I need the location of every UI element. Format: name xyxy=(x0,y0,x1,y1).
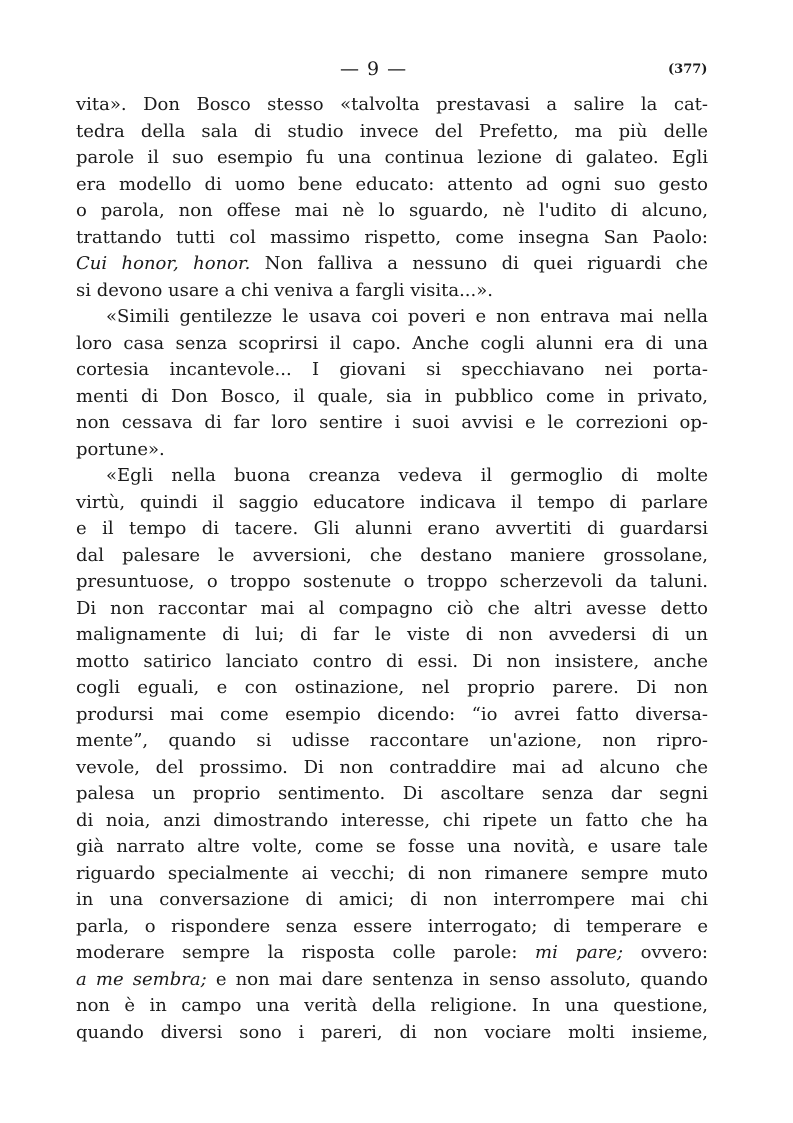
text-line xyxy=(76,834,708,861)
text-segment: parla, o rispondere senza essere interrogato; di temperare e xyxy=(76,915,708,937)
text-line xyxy=(76,543,708,570)
text-line xyxy=(76,437,708,464)
text-segment: «Simili gentilezze le usava coi poveri e non entrava mai nella xyxy=(106,306,708,327)
text-line xyxy=(76,967,708,994)
text-line xyxy=(76,172,708,199)
text-segment: motto satirico lanciato contro di essi. Di non insistere, anche xyxy=(76,650,708,672)
text-segment: prodursi mai come esempio dicendo: “io avrei fatto diversa- xyxy=(76,703,708,725)
text-line xyxy=(76,331,708,358)
text-segment: cogli eguali, e con ostinazione, nel proprio parere. Di non xyxy=(76,677,708,698)
text-line xyxy=(76,596,708,623)
text-line xyxy=(76,1020,708,1047)
text-segment: palesa un proprio sentimento. Di ascoltare senza dar segni xyxy=(76,783,708,804)
text-segment: tedra della sala di studio invece del Prefetto, ma più delle xyxy=(76,120,708,142)
text-line xyxy=(76,198,708,225)
text-line xyxy=(76,649,708,676)
text-line xyxy=(76,357,708,384)
text-segment: o parola, non offese mai nè lo sguardo, nè l'udito di alcuno, xyxy=(76,200,708,221)
text-line xyxy=(76,861,708,888)
text-segment: cortesia incantevole... I giovani si specchiavano nei porta- xyxy=(76,359,708,380)
text-line xyxy=(76,384,708,411)
text-line xyxy=(76,675,708,702)
text-segment: loro casa senza scoprirsi il capo. Anche cogli alunni era di una xyxy=(76,332,708,354)
text-line xyxy=(76,808,708,835)
text-line xyxy=(76,463,708,490)
page-reference: (377) xyxy=(668,62,708,77)
text-segment: si devono usare a chi veniva a fargli visita...». xyxy=(76,279,493,301)
text-segment: portune». xyxy=(76,438,165,460)
text-segment: già narrato altre volte, come se fosse una novità, e usare tale xyxy=(76,836,708,857)
text-segment: riguardo specialmente ai vecchi; di non rimanere sempre muto xyxy=(76,862,708,884)
text-segment: Di non raccontar mai al compagno ciò che altri avesse detto xyxy=(76,597,708,619)
page-number: — 9 — xyxy=(340,58,408,80)
text-segment: di noia, anzi dimostrando interesse, chi ripete un fatto che ha xyxy=(76,809,708,831)
text-line xyxy=(76,622,708,649)
italic-text-segment: a me sembra; xyxy=(76,968,207,990)
text-line xyxy=(76,728,708,755)
text-line xyxy=(76,145,708,172)
text-line xyxy=(76,569,708,596)
text-segment: trattando tutti col massimo rispetto, come insegna San Paolo: xyxy=(76,226,708,248)
text-segment: menti di Don Bosco, il quale, sia in pubblico come in privato, xyxy=(76,385,708,407)
text-line xyxy=(76,278,708,305)
text-line xyxy=(76,993,708,1020)
text-line xyxy=(76,516,708,543)
text-line xyxy=(76,490,708,517)
text-segment: moderare sempre la risposta colle parole: xyxy=(76,942,536,963)
text-segment: non cessava di far loro sentire i suoi avvisi e le correzioni op- xyxy=(76,412,708,433)
text-segment: malignamente di lui; di far le viste di non avvedersi di un xyxy=(76,624,708,645)
text-segment: dal palesare le avversioni, che destano maniere grossolane, xyxy=(76,544,708,566)
text-line xyxy=(76,92,708,119)
text-segment: virtù, quindi il saggio educatore indicava il tempo di parlare xyxy=(76,491,708,513)
body-text xyxy=(76,92,708,1046)
text-line xyxy=(76,304,708,331)
text-segment: quando diversi sono i pareri, di non vociare molti insieme, xyxy=(76,1021,708,1043)
text-segment: e il tempo di tacere. Gli alunni erano avvertiti di guardarsi xyxy=(76,518,708,539)
italic-text-segment: Cui honor, honor. xyxy=(76,253,251,274)
text-segment: ovvero: xyxy=(623,942,708,963)
text-segment: «Egli nella buona creanza vedeva il germoglio di molte xyxy=(106,465,708,486)
text-segment: in una conversazione di amici; di non interrompere mai chi xyxy=(76,889,708,910)
text-line xyxy=(76,940,708,967)
text-segment: vita». Don Bosco stesso «talvolta prestavasi a salire la cat- xyxy=(76,94,708,115)
text-line xyxy=(76,119,708,146)
text-segment: Non falliva a nessuno di quei riguardi che xyxy=(250,253,708,274)
italic-text-segment: mi pare; xyxy=(535,942,624,963)
text-line xyxy=(76,251,708,278)
text-segment: presuntuose, o troppo sostenute o troppo scherzevoli da taluni. xyxy=(76,571,708,592)
text-line xyxy=(76,410,708,437)
text-line xyxy=(76,225,708,252)
text-segment: parole il suo esempio fu una continua lezione di galateo. Egli xyxy=(76,147,708,168)
text-segment: era modello di uomo bene educato: attento ad ogni suo gesto xyxy=(76,173,708,195)
text-line xyxy=(76,781,708,808)
text-segment: non è in campo una verità della religione. In una questione, xyxy=(76,995,708,1016)
text-segment: mente”, quando si udisse raccontare un'azione, non ripro- xyxy=(76,730,708,751)
page-header xyxy=(0,58,793,82)
text-line xyxy=(76,887,708,914)
text-segment: e non mai dare sentenza in senso assoluto, quando xyxy=(206,968,708,990)
text-line xyxy=(76,914,708,941)
text-line xyxy=(76,755,708,782)
text-line xyxy=(76,702,708,729)
text-segment: vevole, del prossimo. Di non contraddire mai ad alcuno che xyxy=(76,756,708,778)
